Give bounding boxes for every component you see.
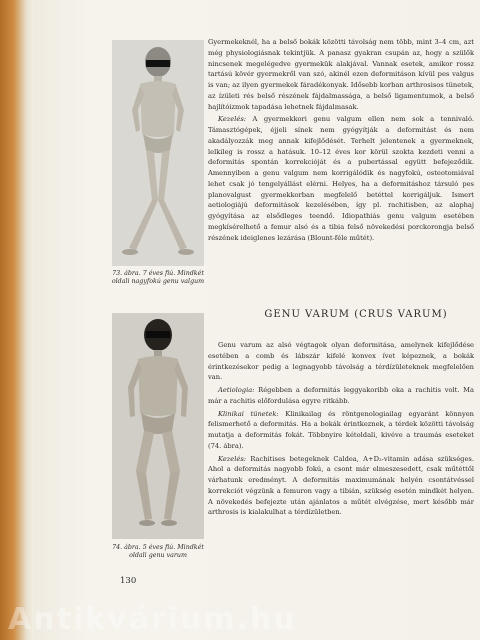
book-spine-edge [0,0,34,640]
text-column-genu-varum [208,340,474,518]
paragraph [208,114,474,243]
paragraph-text: Gyermekeknél, ha a belső bokák közötti távolság nem több, mint 3–4 cm, azt még physiologiásnak tekintjük. A panasz gyakran csupán az, hogy a szülők nincsenek megelégedve gyermekük alakjával. Vannak esetek, amikor rossz tartású kövér gyermekről van szó, akinél ezen deformitáson kívül pes valgus is van; az ilyen gyermekek fáradékonyak. Idősebb korban arthrosisos tünetek, az ízületi rés belső részének fájdalmassága, a belső ligamentumok, a belső hajlítóizmok tapadása lehetnek fájdalmasak. [208,38,474,111]
paragraph-lead: Kezelés: [218,115,247,124]
paragraph-text: Rachitises betegeknek Caldea, A+D₂-vitamin adása szükséges. Ahol a deformitás nagyobb fokú, a csont már elmeszesedett, csak műtéttől várhatunk eredményt. A deformitás maximumának helyén csontátvéssel korrekciót végzünk a femuron vagy a tibián, szükség esetén mindkét helyen. A növekedés befejezte után ajánlatos a műtét elvégzése, mert később már arthrosis is kialakulhat a térdízületben. [208,454,474,517]
paragraph-text: Klinikailag és röntgenologiailag egyaránt könnyen felismerhető a deformitás. Ha a bokák érintkeznek, a térdek közötti távolság mutatja a deformitás fokát. Többnyire kétoldali, kivéve a traumás eseteket (74. ábra). [208,409,474,450]
child-genu-varum-illustration [112,313,204,539]
child-genu-valgum-illustration [112,40,204,266]
figure-74-photo [112,313,204,539]
paragraph [208,340,474,383]
paragraph [208,454,474,519]
figure-73-caption-lead: 73. ábra. [112,270,141,277]
paragraph-lead: Kezelés: [218,454,247,463]
text-column-genu-valgum [208,37,474,243]
paragraph-lead: Aetiologia: [218,386,255,394]
page-number: 130 [120,576,137,586]
figure-74-caption-lead: 74. ábra. [112,544,141,551]
paragraph-lead: Klinikai tünetek: [218,409,279,418]
paragraph [208,385,474,407]
paragraph [208,37,474,112]
figure-73-photo [112,40,204,266]
figure-73-caption [106,270,210,286]
section-heading: GENU VARUM (CRUS VARUM) [264,309,448,320]
paragraph-text: Régebben a deformitás leggyakoribb oka a rachitis volt. Ma már a rachitis előfordulása egyre ritkább. [208,386,474,405]
figure-74-caption [106,544,210,560]
figure-74-caption-text: 5 éves fiú. Mindkét oldali genu varum [129,544,204,560]
paragraph-text: Genu varum az alsó végtagok olyan deformitása, amelynek kifejlődése esetében a comb és lábszár kifelé konvex ívet képeznek, a bokák érintkezésekor pedig a legnagyobb távolság a térdízületeknek megfelelően van. [208,341,474,382]
paragraph [208,409,474,452]
watermark: Antikvárium.hu [8,602,297,637]
paragraph-text: A gyermekkori genu valgum ellen nem sok a tennivaló. Támasztógépek, éjjeli sínek nem gyógyítják a deformitást és nem akadályozzák meg annak kifejlődését. Terhelt jelentenek a gyermeknek, lelkileg is rossz a hatásuk. 10–12 éves kor körül szokta kezdeti venni a deformitás spontán korrekcióját és a pubertással együtt befejeződik. Amennyiben a genu valgum nem korrigálódik és nagyfokú, osteotomiával lehet csak jó tengelyállást elérni. Helyes, ha a deformitáshoz társuló pes planovalgust gyermekkorban megfelelő betéttel korrigáljuk. Ismert aetiologiájú deformitások kezelésében, így pl. rachitisben, az alaphaj gyógyítása az elsődleges teendő. Idiopathiás genu valgum esetében megkísérelhető a femur alsó és a tibia felső növekedési porckorongja belső részének ideiglenes lezárása (Blount-féle műtét). [208,115,474,242]
figure-73-caption-text: 7 éves fiú. Mindkét oldali nagyfokú genu valgum [111,270,205,286]
book-page [34,0,480,640]
